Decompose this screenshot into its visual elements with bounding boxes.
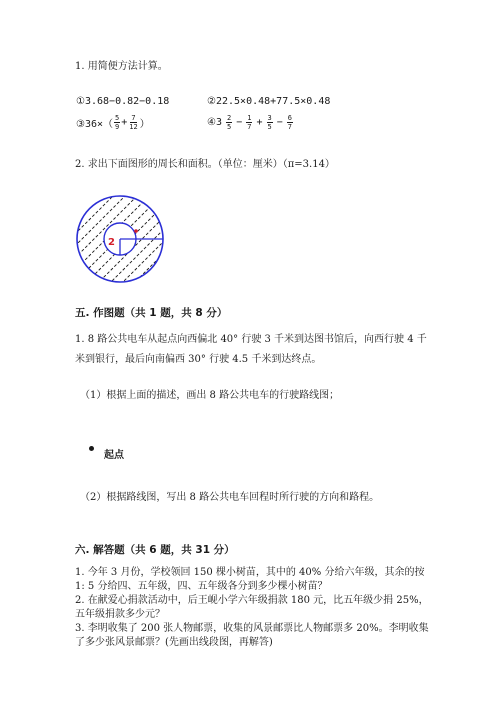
plus-sign: + [121, 117, 128, 128]
problem-1: ①3.68−0.82−0.18 [76, 96, 170, 107]
minus-sign: − [276, 117, 283, 128]
fraction-5-9: $\frac{5}{9}$ [115, 114, 120, 131]
radius-marker [134, 229, 138, 233]
section-6-line-4: 五年级捐款多少元？ [75, 609, 165, 620]
plus-sign: + [256, 117, 263, 128]
fraction-7-12: $\frac{7}{12}$ [129, 114, 138, 131]
section-6-heading: 六. 解答题（共 6 题，共 31 分） [75, 544, 235, 556]
annulus-figure [74, 193, 166, 285]
section-6-line-2: 1: 5 分给四、五年级，四、五年级各分到多少棵小树苗？ [75, 581, 328, 592]
section-6-line-5: 3. 李明收集了 200 张人物邮票，收集的风景邮票比人物邮票多 20%。李明收集 [75, 623, 429, 634]
section-6-line-3: 2. 在献爱心捐款活动中，后王岘小学六年级捐款 180 元，比五年级少捐 25%， [75, 595, 429, 606]
section-6-line-1: 1. 今年 3 月份，学校领回 150 棵小树苗，其中的 40% 分给六年级，其余的按 [75, 567, 425, 578]
section-5-question-line-1: 1. 8 路公共电车从起点向西偏北 40° 行驶 3 千米到达图书馆后，向西行驶 4 千 [75, 334, 427, 345]
problem-4 [207, 114, 294, 131]
fraction-2-5: $\frac{2}{5}$ [227, 114, 232, 131]
section-6-line-6: 了多少张风景邮票？(先画出线段图，再解答) [75, 637, 273, 648]
problem-3-prefix: ③36×（ [76, 119, 114, 130]
problem-4-prefix: ④3 [207, 117, 222, 128]
section-5-subquestion-1: （1）根据上面的描述，画出 8 路公共电车的行驶路线图； [80, 390, 340, 401]
problem-3 [76, 114, 150, 131]
fraction-6-7: $\frac{6}{7}$ [287, 114, 292, 131]
question-2-title: 2. 求出下面图形的周长和面积。（单位：厘米）（π=3.14） [75, 159, 335, 170]
section-5-question-line-2: 米到银行，最后向南偏西 30° 行驶 4.5 千米到达终点。 [75, 354, 322, 365]
problem-2: ②22.5×0.48+77.5×0.48 [207, 96, 331, 107]
section-5-subquestion-2: （2）根据路线图，写出 8 路公共电车回程时所行驶的方向和路程。 [80, 492, 380, 503]
question-1-title: 1. 用简便方法计算。 [75, 61, 168, 72]
radius-label: 2 [108, 237, 115, 248]
start-point-dot [89, 446, 94, 451]
minus-sign: − [236, 117, 243, 128]
section-5-heading: 五. 作图题（共 1 题，共 8 分） [75, 307, 228, 319]
fraction-1-7: $\frac{1}{7}$ [247, 114, 252, 131]
problem-3-suffix: ） [139, 119, 150, 130]
start-point-label: 起点 [104, 450, 124, 461]
fraction-3-5: $\frac{3}{5}$ [267, 114, 272, 131]
